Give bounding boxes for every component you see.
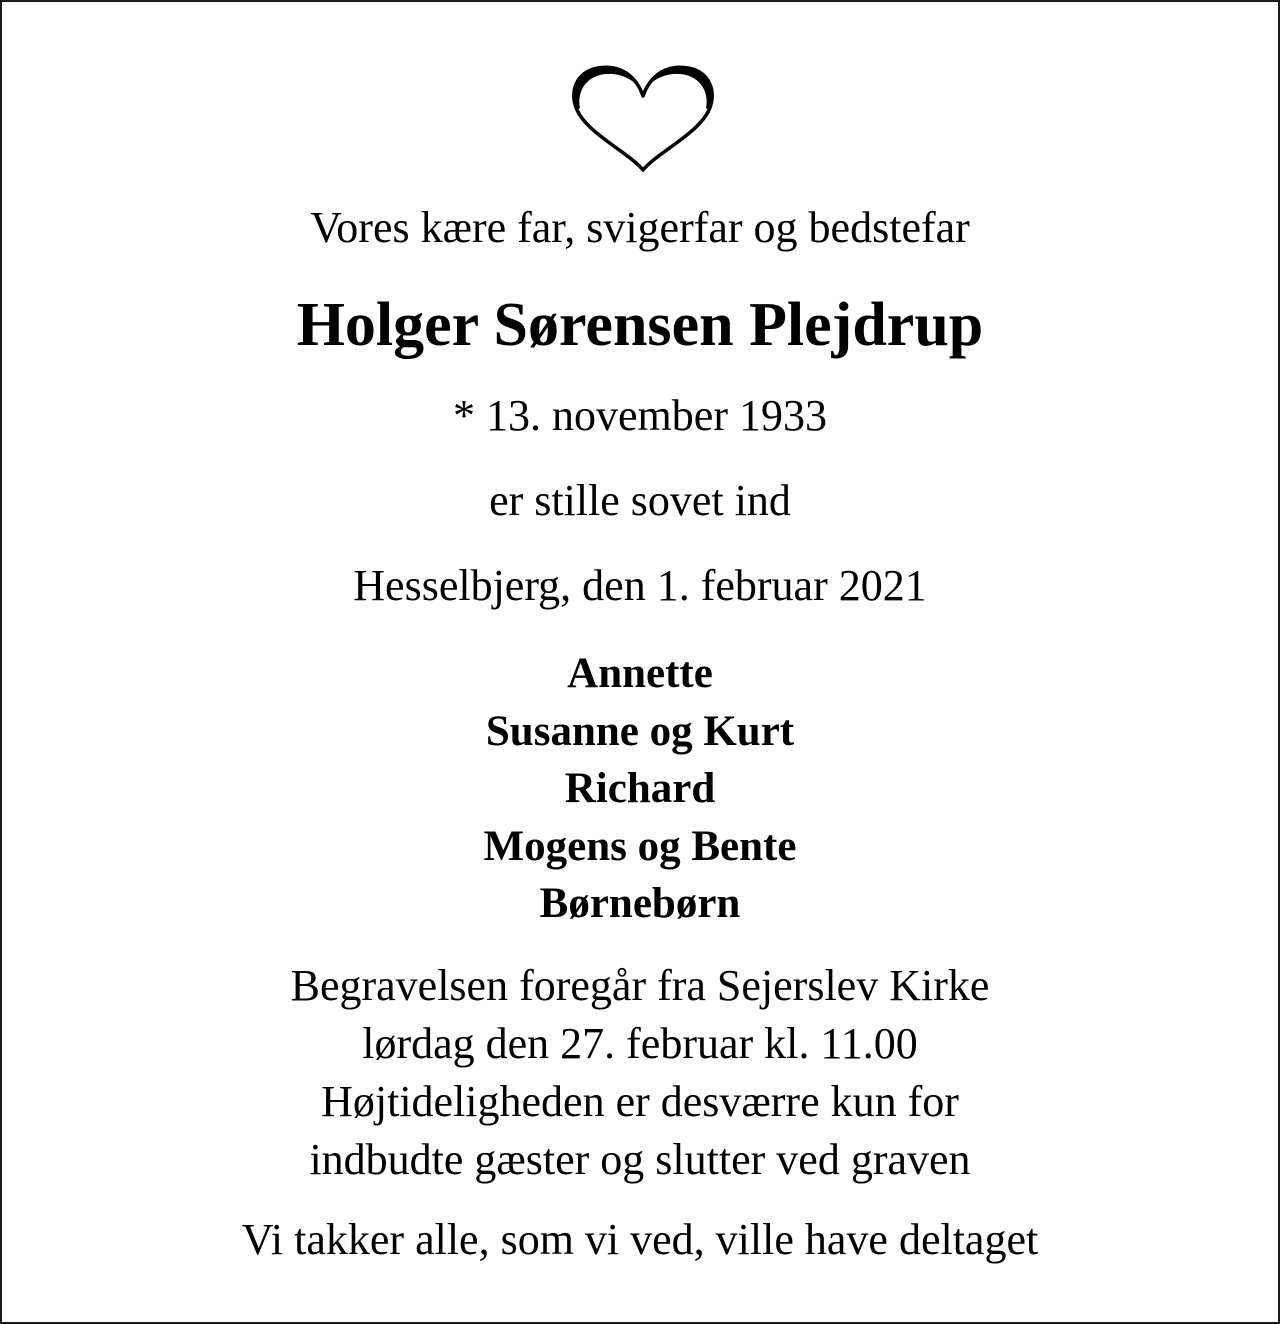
heart-outline-icon	[568, 64, 718, 174]
funeral-info	[2, 957, 1278, 1189]
family-member: Susanne og Kurt	[485, 707, 795, 755]
passed-text: er stille sovet ind	[489, 476, 791, 525]
funeral-line: Begravelsen foregår fra Sejerslev Kirke	[290, 961, 990, 1010]
funeral-line: lørdag den 27. februar kl. 11.00	[362, 1019, 918, 1068]
family-member: Børnebørn	[539, 880, 741, 927]
family-member: Richard	[564, 765, 716, 812]
family-member: Mogens og Bente	[483, 822, 797, 870]
deceased-name: Holger Sørensen Plejdrup	[296, 291, 984, 359]
family-member: Annette	[567, 650, 713, 697]
funeral-line: indbudte gæster og slutter ved graven	[309, 1135, 971, 1184]
thanks-text: Vi takker alle, som vi ved, ville have deltaget	[241, 1215, 1039, 1264]
intro-text: Vores kære far, svigerfar og bedstefar	[310, 203, 970, 252]
funeral-line: Højtideligheden er desværre kun for	[321, 1077, 959, 1126]
place-and-date: Hesselbjerg, den 1. februar 2021	[353, 561, 927, 610]
family-list	[2, 645, 1278, 933]
birth-date: * 13. november 1933	[453, 391, 827, 440]
